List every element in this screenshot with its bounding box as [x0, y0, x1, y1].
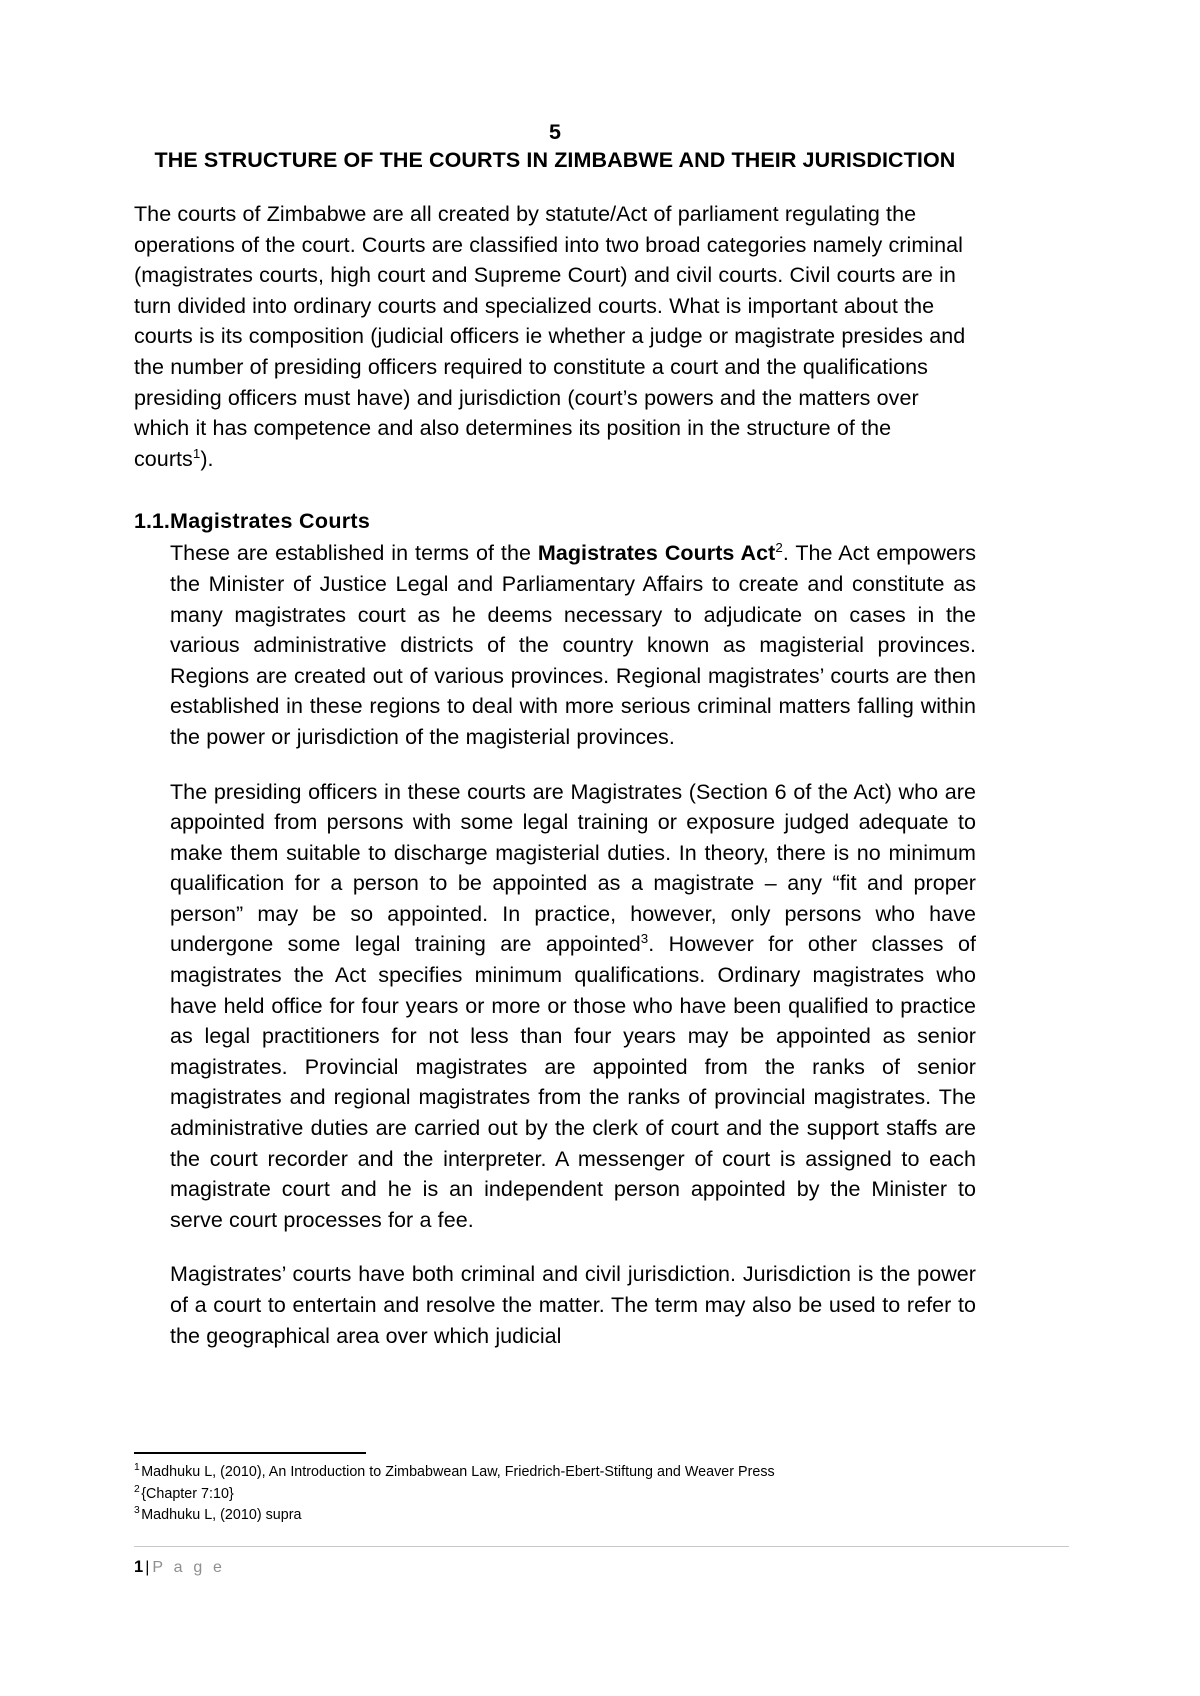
footer-separator-glyph: |	[145, 1559, 150, 1576]
footnote-ref-2[interactable]: 2	[775, 540, 783, 556]
page-footer	[134, 1546, 1069, 1579]
footnote-area	[134, 1452, 994, 1527]
footnote-3-text: Madhuku L, (2010) supra	[141, 1507, 302, 1523]
footer-content	[134, 1556, 1069, 1579]
footnote-3	[134, 1505, 994, 1527]
title-number: 5	[548, 120, 562, 144]
footnote-1-text: Madhuku L, (2010), An Introduction to Zimbabwean Law, Friedrich-Ebert-Stiftung and Weaver Press	[141, 1464, 775, 1480]
section-paragraph-3: Magistrates’ courts have both criminal and civil jurisdiction. Jurisdiction is the power of a court to entertain and resolve the matter. The term may also be used to refer to the geographical area over which judicial	[170, 1262, 976, 1348]
footnote-2	[134, 1484, 994, 1506]
intro-paragraph-text: The courts of Zimbabwe are all created by statute/Act of parliament regulating the operations of the court. Courts are classified into two broad categories namely criminal (magistrates courts, high court and Supreme Court) and civil courts. Civil courts are in turn divided into ordinary courts and specialized courts. What is important about the courts is its composition (judicial officers ie whether a judge or magistrate presides and the number of presiding officers required to constitute a court and the qualifications presiding officers must have) and jurisdiction (court’s powers and the matters over which it has competence and also determines its position in the structure of the courts	[134, 202, 966, 471]
section-paragraph-1	[170, 538, 976, 752]
page-title: THE STRUCTURE OF THE COURTS IN ZIMBABWE AND THEIR JURISDICTION	[154, 148, 956, 172]
section-heading-1-1	[134, 506, 976, 536]
footnote-2-marker: 2	[134, 1483, 140, 1495]
footnote-ref-1[interactable]: 1	[192, 445, 201, 461]
intro-paragraph	[134, 199, 976, 474]
section-number: 1.1.	[134, 509, 170, 534]
section-paragraph-1-lead: These are established in terms of the	[170, 541, 538, 566]
magistrates-courts-act-bold: Magistrates Courts Act	[537, 541, 776, 566]
footnote-3-marker: 3	[134, 1505, 140, 1517]
section-paragraph-2-part1: The presiding officers in these courts are Magistrates (Section 6 of the Act) who are appointed from persons with some legal training or exposure judged adequate to make them suitable to discharge magisterial duties. In theory, there is no minimum qualification for a person to be appointed as a magistrate – any “fit and proper person” may be so appointed. In practice, however, only persons who have undergone some legal training are appointed	[170, 779, 976, 957]
footer-page-number: 1	[134, 1558, 144, 1576]
footer-page-word: P a g e	[152, 1559, 226, 1576]
footnote-1	[134, 1462, 994, 1484]
footnote-separator-rule	[134, 1452, 366, 1454]
section-title: Magistrates Courts	[170, 509, 371, 534]
footnote-1-marker: 1	[134, 1462, 140, 1474]
document-body	[134, 118, 976, 1373]
footnote-ref-3[interactable]: 3	[640, 931, 649, 947]
section-paragraph-1-rest: . The Act empowers the Minister of Justice Legal and Parliamentary Affairs to create and constitute as many magistrates court as he deems necessary to adjudicate on cases in the various administrative districts of the country known as magisterial provinces. Regions are created out of various provinces. Regional magistrates’ courts are then established in these regions to deal with more serious criminal matters falling within the power or jurisdiction of the magisterial provinces.	[170, 541, 977, 749]
footer-separator-rule	[134, 1546, 1069, 1547]
section-paragraph-2	[170, 777, 976, 1236]
section-paragraph-2-part2: . However for other classes of magistrates the Act specifies minimum qualifications. Ordinary magistrates who have held office for four years or more or those who have been qualified to practice as legal practitioners for not less than four years may be appointed as senior magistrates. Provincial magistrates are appointed from the ranks of senior magistrates and regional magistrates from the ranks of provincial magistrates. The administrative duties are carried out by the clerk of court and the support staffs are the court recorder and the interpreter. A messenger of court is assigned to each magistrate court and he is an independent person appointed by the Minister to serve court processes for a fee.	[170, 932, 976, 1232]
footnote-2-text: {Chapter 7:10}	[141, 1485, 234, 1502]
intro-paragraph-tail: ).	[200, 446, 214, 471]
